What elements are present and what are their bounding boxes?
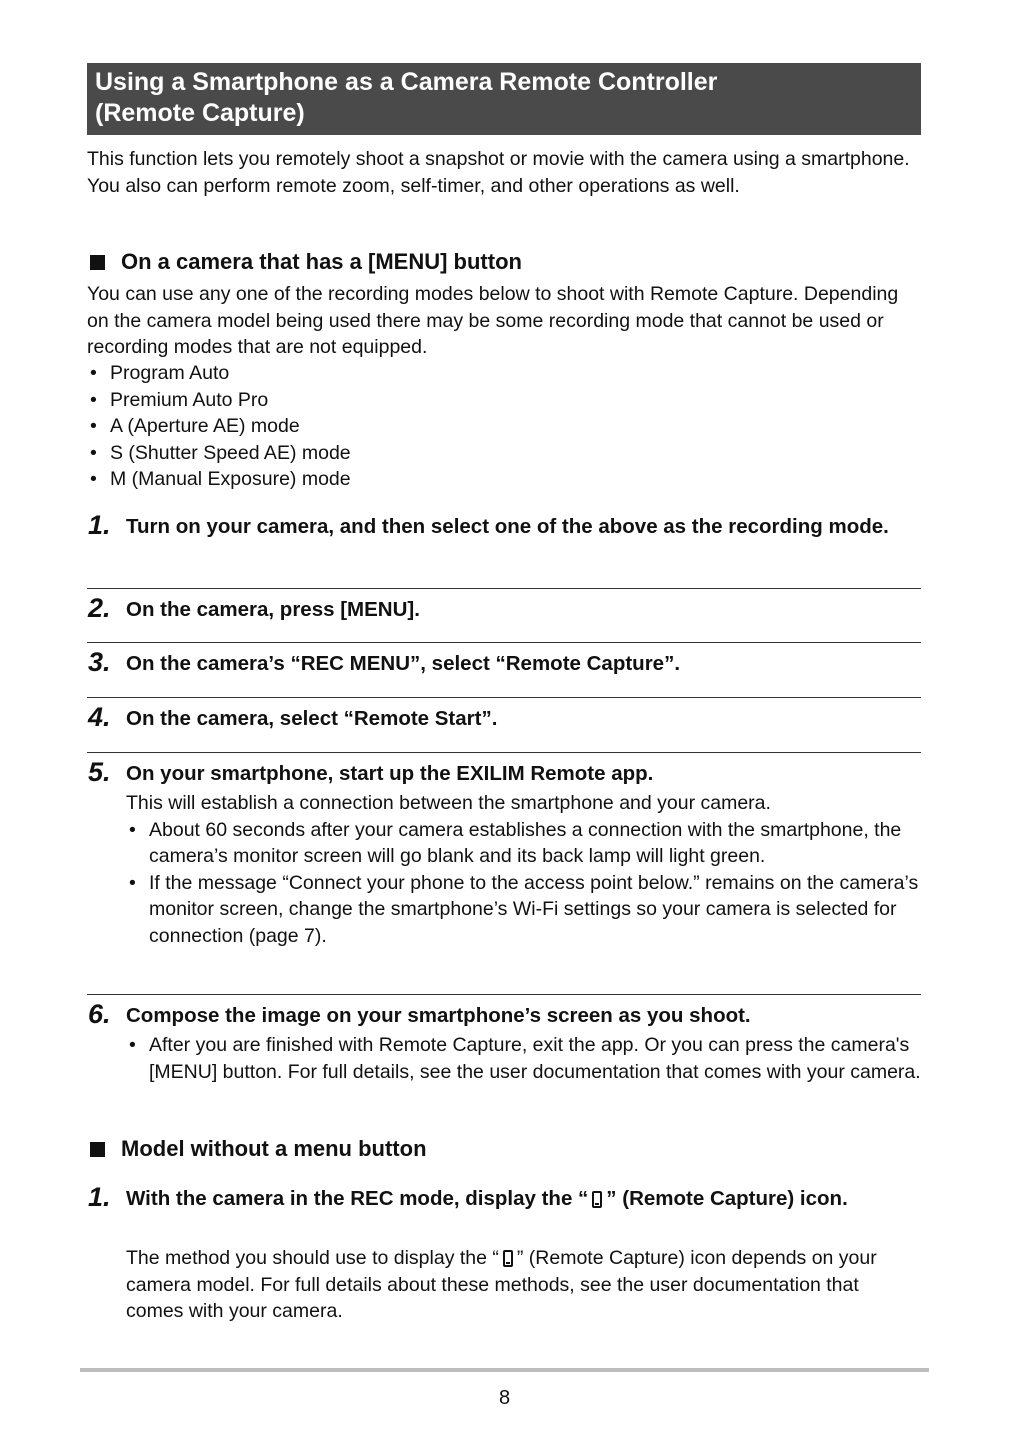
list-item: • About 60 seconds after your camera establishes a connection with the smartphone, the camera’s monitor screen will go blank and its back lamp will light green.	[129, 818, 902, 867]
step-5-body	[126, 790, 921, 949]
step-number: 1.	[88, 510, 111, 540]
recording-mode-list	[87, 360, 921, 493]
section1-description: You can use any one of the recording modes below to shoot with Remote Capture. Depending on the camera model being used there may be some recording mode that cannot be used or recording modes that are not equipped.	[87, 283, 899, 358]
section-heading-menu-button	[87, 248, 522, 276]
page-title-line2: (Remote Capture)	[95, 99, 305, 127]
section-heading-text: Model without a menu button	[121, 1136, 427, 1161]
step-5-text: On your smartphone, start up the EXILIM Remote app.	[126, 762, 654, 785]
divider	[87, 588, 921, 589]
step-number: 3.	[88, 647, 111, 677]
smartphone-icon	[503, 1250, 513, 1267]
smartphone-icon	[592, 1191, 602, 1208]
step-6-body	[126, 1032, 921, 1085]
step-number: 1.	[88, 1182, 111, 1212]
list-item: • M (Manual Exposure) mode	[90, 468, 351, 490]
step-2-text: On the camera, press [MENU].	[126, 598, 420, 621]
section2-step-1-text: With the camera in the REC mode, display the “ ” (Remote Capture) icon.	[126, 1187, 848, 1210]
step-number: 6.	[88, 999, 111, 1029]
section-heading-no-menu-button	[87, 1135, 427, 1163]
step-1-text: Turn on your camera, and then select one of the above as the recording mode.	[126, 515, 889, 538]
list-item: • Premium Auto Pro	[90, 388, 269, 411]
page-title	[87, 63, 921, 135]
step-6-notes	[126, 1032, 921, 1085]
footer-divider	[80, 1368, 929, 1372]
square-icon	[90, 255, 105, 270]
list-item: • A (Aperture AE) mode	[90, 415, 300, 437]
list-item: • If the message “Connect your phone to the access point below.” remains on the camera’s monitor screen, change the smartphone’s Wi-Fi settings so your camera is selected for connection (page 7).	[129, 871, 919, 947]
section2-step-1-body: The method you should use to display the “ ” (Remote Capture) icon depends on your camera model. For full details about these methods, see the user documentation that comes with your camera.	[126, 1247, 877, 1322]
step-6-text: Compose the image on your smartphone’s screen as you shoot.	[126, 1004, 751, 1027]
divider	[87, 994, 921, 995]
page-title-line1: Using a Smartphone as a Camera Remote Controller	[95, 68, 718, 96]
section-heading-text: On a camera that has a [MENU] button	[121, 249, 522, 274]
divider	[87, 642, 921, 643]
list-item: • Program Auto	[90, 362, 230, 384]
step-number: 5.	[88, 757, 111, 787]
step-number: 4.	[88, 702, 111, 732]
step-4-text: On the camera, select “Remote Start”.	[126, 707, 498, 730]
divider	[87, 752, 921, 753]
divider	[87, 697, 921, 698]
page-number: 8	[498, 1387, 511, 1409]
step-3-text: On the camera’s “REC MENU”, select “Remote Capture”.	[126, 652, 681, 675]
step-5-description: This will establish a connection between the smartphone and your camera.	[126, 792, 771, 814]
intro-paragraph: This function lets you remotely shoot a snapshot or movie with the camera using a smartphone. You also can perform remote zoom, self-timer, and other operations as well.	[87, 148, 910, 197]
square-icon	[90, 1142, 105, 1157]
list-item: • S (Shutter Speed AE) mode	[90, 441, 351, 464]
step-5-notes	[126, 817, 921, 950]
step-number: 2.	[88, 593, 111, 623]
list-item: • After you are finished with Remote Capture, exit the app. Or you can press the camera's [MENU] button. For full details, see the user documentation that comes with your camera.	[129, 1034, 921, 1083]
